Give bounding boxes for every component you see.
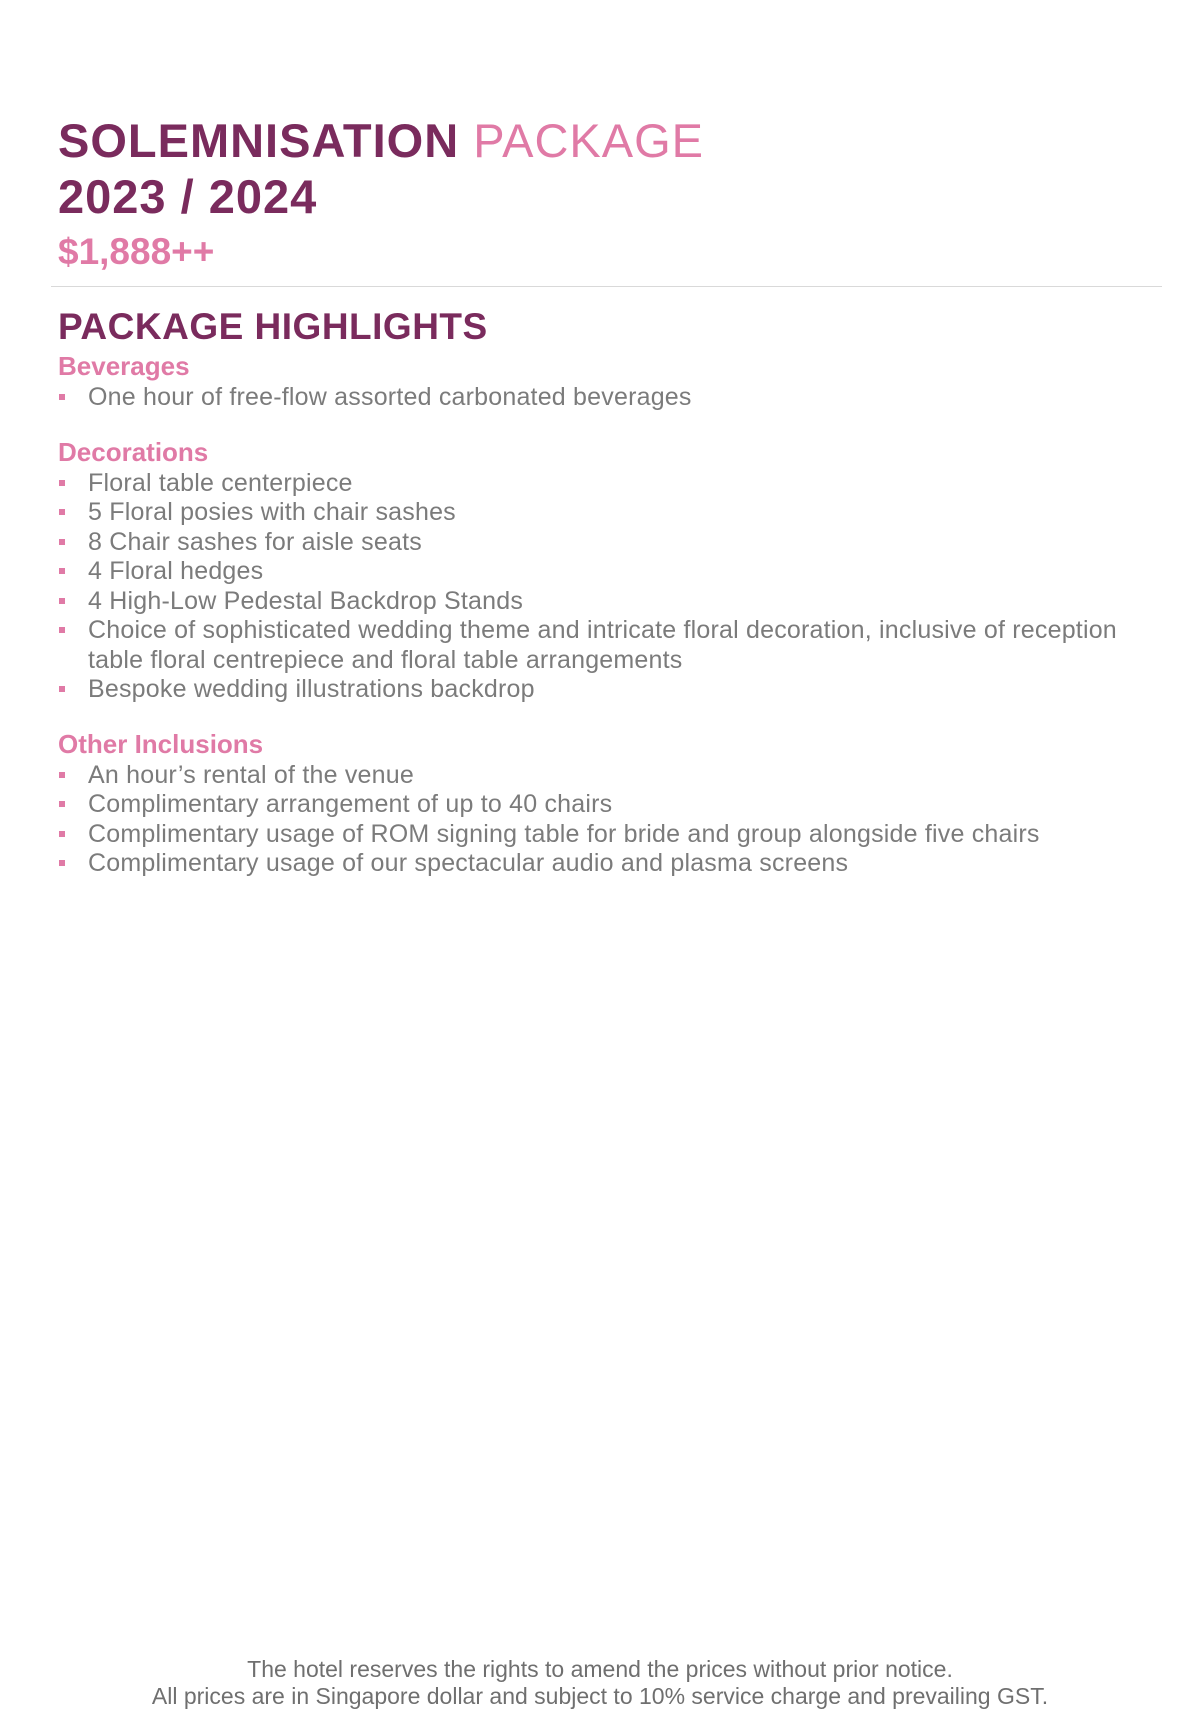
list-item <box>58 675 1168 705</box>
list-item <box>58 616 1168 675</box>
list-item <box>58 587 1168 617</box>
bullet-square-icon <box>59 480 65 486</box>
bullet-square-icon <box>59 509 65 515</box>
highlights-section <box>58 305 1168 901</box>
footer-line-2: All prices are in Singapore dollar and subject to 10% service charge and prevailing GST. <box>151 1683 1049 1709</box>
list-item-text: 4 High-Low Pedestal Backdrop Stands <box>88 586 524 615</box>
list-item <box>58 383 1168 413</box>
decorations-list <box>58 469 1168 705</box>
list-item <box>58 469 1168 499</box>
list-item-text: One hour of free-flow assorted carbonated beverages <box>88 383 692 411</box>
list-item <box>58 761 1168 791</box>
list-item-text: 5 Floral posies with chair sashes <box>88 498 456 526</box>
beverages-group <box>58 349 1168 413</box>
list-item-text: Complimentary usage of our spectacular audio and plasma screens <box>88 849 849 877</box>
bullet-square-icon <box>59 598 65 604</box>
other-inclusions-group <box>58 727 1168 879</box>
package-title <box>58 113 704 169</box>
decorations-group <box>58 435 1168 705</box>
other-inclusions-list <box>58 761 1168 879</box>
decorations-heading: Decorations <box>58 436 209 467</box>
list-item <box>58 528 1168 558</box>
footer-line-1: The hotel reserves the rights to amend the prices without prior notice. <box>247 1656 953 1682</box>
list-item-text: 8 Chair sashes for aisle seats <box>88 527 422 556</box>
package-price: $1,888++ <box>58 231 215 272</box>
title-light-text: PACKAGE <box>459 114 705 167</box>
list-item <box>58 849 1168 879</box>
list-item-text: Bespoke wedding illustrations backdrop <box>88 675 535 703</box>
other-inclusions-heading: Other Inclusions <box>58 728 264 759</box>
list-item <box>58 557 1168 587</box>
bullet-square-icon <box>59 686 65 692</box>
beverages-heading: Beverages <box>58 351 190 381</box>
bullet-square-icon <box>59 801 65 807</box>
list-item <box>58 498 1168 528</box>
bullet-square-icon <box>59 860 65 866</box>
beverages-list <box>58 383 1168 413</box>
bullet-square-icon <box>59 831 65 837</box>
package-years: 2023 / 2024 <box>58 170 318 223</box>
bullet-square-icon <box>59 627 65 633</box>
bullet-square-icon <box>59 772 65 778</box>
list-item-text: Floral table centerpiece <box>88 468 353 497</box>
list-item-text: 4 Floral hedges <box>88 557 264 585</box>
bullet-square-icon <box>59 568 65 574</box>
bullet-square-icon <box>59 539 65 545</box>
list-item <box>58 820 1168 850</box>
list-item <box>58 790 1168 820</box>
list-item-text: An hour’s rental of the venue <box>88 760 414 789</box>
list-item-text: Complimentary usage of ROM signing table for bride and group alongside five chairs <box>88 819 1040 848</box>
footer-notice <box>0 1656 1200 1710</box>
header-divider <box>51 286 1162 287</box>
title-strong-text: SOLEMNISATION <box>58 114 460 167</box>
highlights-heading: PACKAGE HIGHLIGHTS <box>58 306 488 347</box>
bullet-square-icon <box>59 394 65 400</box>
list-item-text: Complimentary arrangement of up to 40 chairs <box>88 790 613 818</box>
package-header <box>58 113 704 277</box>
list-item-text: Choice of sophisticated wedding theme and intricate floral decoration, inclusive of reception table floral centrepiece and floral table arrangements <box>88 616 1117 674</box>
